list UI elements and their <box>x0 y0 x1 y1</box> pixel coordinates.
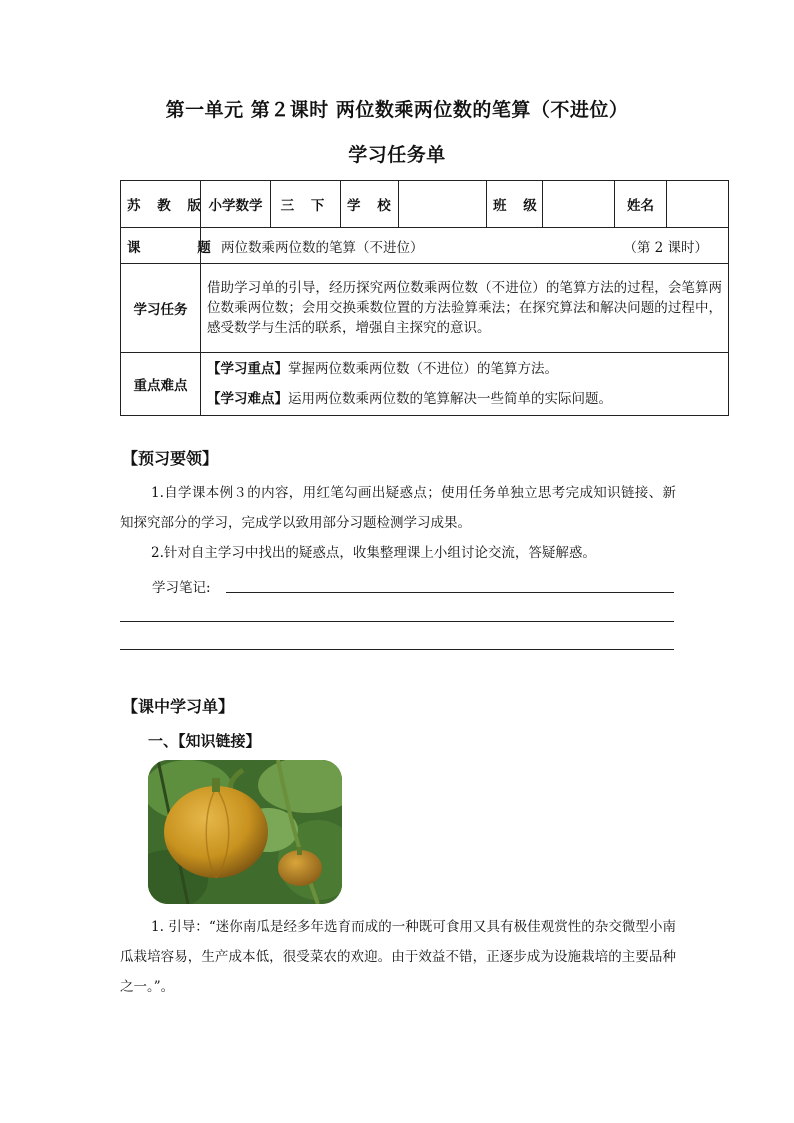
notes-line-1[interactable] <box>226 592 674 593</box>
notes-line-3[interactable] <box>120 649 674 650</box>
preview-item-1: 1.自学课本例３的内容，用红笔勾画出疑惑点；使用任务单独立思考完成知识链接、新知探究部分的学习，完成学以致用部分习题检测学习成果。 <box>120 485 676 531</box>
preview-heading: 【预习要领】 <box>122 449 219 468</box>
school-field[interactable] <box>399 181 487 228</box>
topic-label: 课 题 <box>121 228 201 264</box>
document-subtitle: 学习任务单 <box>348 144 446 166</box>
topic-value: 两位数乘两位数的笔算（不进位） <box>221 239 424 256</box>
school-label: 学 校 <box>341 181 399 228</box>
pumpkin-photo <box>148 760 342 904</box>
lesson-number: （第 2 课时） <box>623 239 708 256</box>
task-label: 学习任务 <box>121 264 201 353</box>
classwork-heading: 【课中学习单】 <box>122 697 235 716</box>
preview-item-2: 2.针对自主学习中找出的疑惑点，收集整理课上小组讨论交流，答疑解惑。 <box>151 545 596 561</box>
difficulty-text: 运用两位数乘两位数的笔算解决一些简单的实际问题。 <box>288 391 612 407</box>
grade-cell: 三 下 <box>271 181 341 228</box>
keypoint-cell <box>201 353 729 416</box>
difficulty-tag: 【学习难点】 <box>207 391 288 407</box>
name-field[interactable] <box>667 181 729 228</box>
focus-text: 掌握两位数乘两位数（不进位）的笔算方法。 <box>288 361 558 377</box>
class-field[interactable] <box>543 181 615 228</box>
notes-label: 学习笔记: <box>152 580 211 596</box>
topic-cell <box>201 228 729 264</box>
publisher-cell: 苏 教 版 <box>121 181 201 228</box>
keypoint-label: 重点难点 <box>121 353 201 416</box>
class-label: 班 级 <box>487 181 543 228</box>
task-value: 借助学习单的引导，经历探究两位数乘两位数（不进位）的笔算方法的过程，会笔算两位数乘两位数；会用交换乘数位置的方法验算乘法；在探究算法和解决问题的过程中，感受数学与生活的联系，增强自主探究的意识。 <box>201 264 729 353</box>
notes-line-2[interactable] <box>120 621 674 622</box>
knowledge-link-heading: 一、【知识链接】 <box>148 732 261 750</box>
intro-paragraph: 1. 引导：“迷你南瓜是经多年选育而成的一种既可食用又具有极佳观赏性的杂交微型小南瓜栽培容易，生产成本低，很受菜农的欢迎。由于效益不错，正逐步成为设施栽培的主要品种之一。”。 <box>120 919 676 995</box>
document-title: 第一单元 第２课时 两位数乘两位数的笔算（不进位） <box>165 99 629 121</box>
info-table <box>120 180 729 416</box>
focus-tag: 【学习重点】 <box>207 361 288 377</box>
name-label: 姓名 <box>615 181 667 228</box>
subject-cell: 小学数学 <box>201 181 271 228</box>
